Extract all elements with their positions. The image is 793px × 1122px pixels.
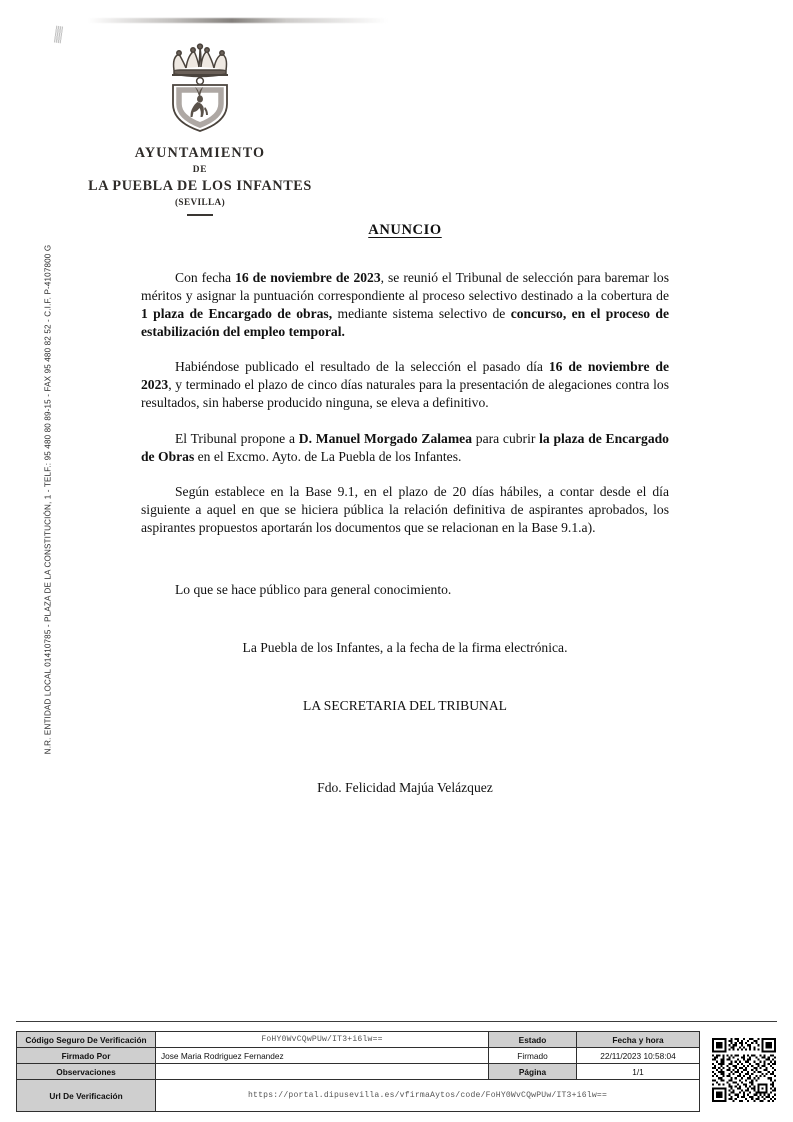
page-title: ANUNCIO bbox=[368, 222, 442, 238]
p3-bold-2: la plaza de Encargado de Obras bbox=[141, 430, 669, 464]
scan-artifact-smudge bbox=[88, 18, 388, 23]
p3-bold-1: D. Manuel Morgado Zalamea bbox=[298, 430, 473, 446]
csv-value: FoHY0WvCQwPUw/IT3+i6lw== bbox=[156, 1032, 489, 1048]
letterhead-line-4: (SEVILLA) bbox=[174, 197, 226, 208]
coat-of-arms-icon bbox=[0, 38, 400, 139]
p2-seg-1: Habiéndose publicado el resultado de la selección el pasado día bbox=[175, 359, 549, 375]
margin-legend: N.R. ENTIDAD LOCAL 01410785 - PLAZA DE LA CONSTITUCIÓN, 1 - TELF.: 95 480 80 89-15 - FAX 95 480 82 52 - C.I.F. P-4107800 G bbox=[43, 244, 53, 755]
observations-value bbox=[156, 1064, 489, 1080]
p3-seg-1: El Tribunal propone a bbox=[175, 430, 299, 446]
paragraph-2 bbox=[141, 358, 669, 412]
paragraph-4 bbox=[141, 483, 669, 537]
p1-bold-1: 16 de noviembre de 2023 bbox=[235, 270, 381, 285]
place-and-date: La Puebla de los Infantes, a la fecha de la firma electrónica. bbox=[242, 640, 568, 656]
p1-seg-3: mediante sistema selectivo de bbox=[332, 306, 511, 322]
datetime-header: Fecha y hora bbox=[577, 1032, 700, 1048]
letterhead-line-2: DE bbox=[192, 164, 208, 175]
p2-bold-1: 16 de noviembre de 2023 bbox=[141, 359, 669, 393]
footer-divider bbox=[16, 1021, 777, 1022]
table-row-url bbox=[17, 1080, 700, 1112]
page-label: Página bbox=[489, 1064, 577, 1080]
publication-note: Lo que se hace público para general conocimiento. bbox=[175, 581, 452, 597]
letterhead-divider bbox=[187, 214, 213, 216]
p1-bold-3: concurso, en el proceso de estabilización del empleo temporal. bbox=[141, 306, 669, 340]
p1-bold-2: 1 plaza de Encargado de obras, bbox=[141, 306, 333, 322]
p3-seg-2: para cubrir bbox=[472, 430, 540, 446]
state-value: Firmado bbox=[489, 1048, 577, 1064]
url-value[interactable]: https://portal.dipusevilla.es/vfirmaAytos/code/FoHY0WvCQwPUw/IT3+i6lw== bbox=[156, 1080, 700, 1112]
signed-by-label: Firmado Por bbox=[17, 1048, 156, 1064]
table-row-observations bbox=[17, 1064, 700, 1080]
url-label: Url De Verificación bbox=[17, 1080, 156, 1112]
p4-seg-1: Según establece en la Base 9.1, en el plazo de 20 días hábiles, a contar desde el día siguiente a aquel en que se hiciera pública la relación definitiva de aspirantes aprobados, los aspirantes propuestos aportarán los documentos que se relacionan en la Base 9.1.a). bbox=[141, 483, 669, 535]
signer-name: Fdo. Felicidad Majúa Velázquez bbox=[317, 780, 493, 796]
paragraph-1 bbox=[141, 269, 669, 341]
letterhead bbox=[0, 38, 400, 216]
letterhead-line-1: AYUNTAMIENTO bbox=[134, 145, 266, 161]
document-body bbox=[141, 222, 669, 797]
qr-code-icon bbox=[710, 1036, 778, 1104]
paragraph-3 bbox=[141, 430, 669, 466]
p1-seg-1: Con fecha bbox=[175, 270, 236, 285]
signed-by-value: Jose Maria Rodriguez Fernandez bbox=[156, 1048, 489, 1064]
signer-role: LA SECRETARIA DEL TRIBUNAL bbox=[303, 698, 507, 714]
p3-seg-3: en el Excmo. Ayto. de La Puebla de los Infantes. bbox=[194, 448, 462, 464]
state-header: Estado bbox=[489, 1032, 577, 1048]
page-value: 1/1 bbox=[577, 1064, 700, 1080]
observations-label: Observaciones bbox=[17, 1064, 156, 1080]
verification-table bbox=[16, 1031, 700, 1112]
csv-label: Código Seguro De Verificación bbox=[17, 1032, 156, 1048]
p1-seg-2: , se reunió el Tribunal de selección para baremar los méritos y asignar la puntuación correspondiente al proceso selectivo destinado a la cobertura de bbox=[141, 270, 670, 304]
p2-seg-2: , y terminado el plazo de cinco días naturales para la presentación de alegaciones contra los resultados, sin haberse producido ninguna, se eleva a definitivo. bbox=[141, 377, 669, 411]
table-row-csv bbox=[17, 1032, 700, 1048]
table-row-signed-by bbox=[17, 1048, 700, 1064]
letterhead-line-3: LA PUEBLA DE LOS INFANTES bbox=[88, 177, 312, 194]
datetime-value: 22/11/2023 10:58:04 bbox=[577, 1048, 700, 1064]
